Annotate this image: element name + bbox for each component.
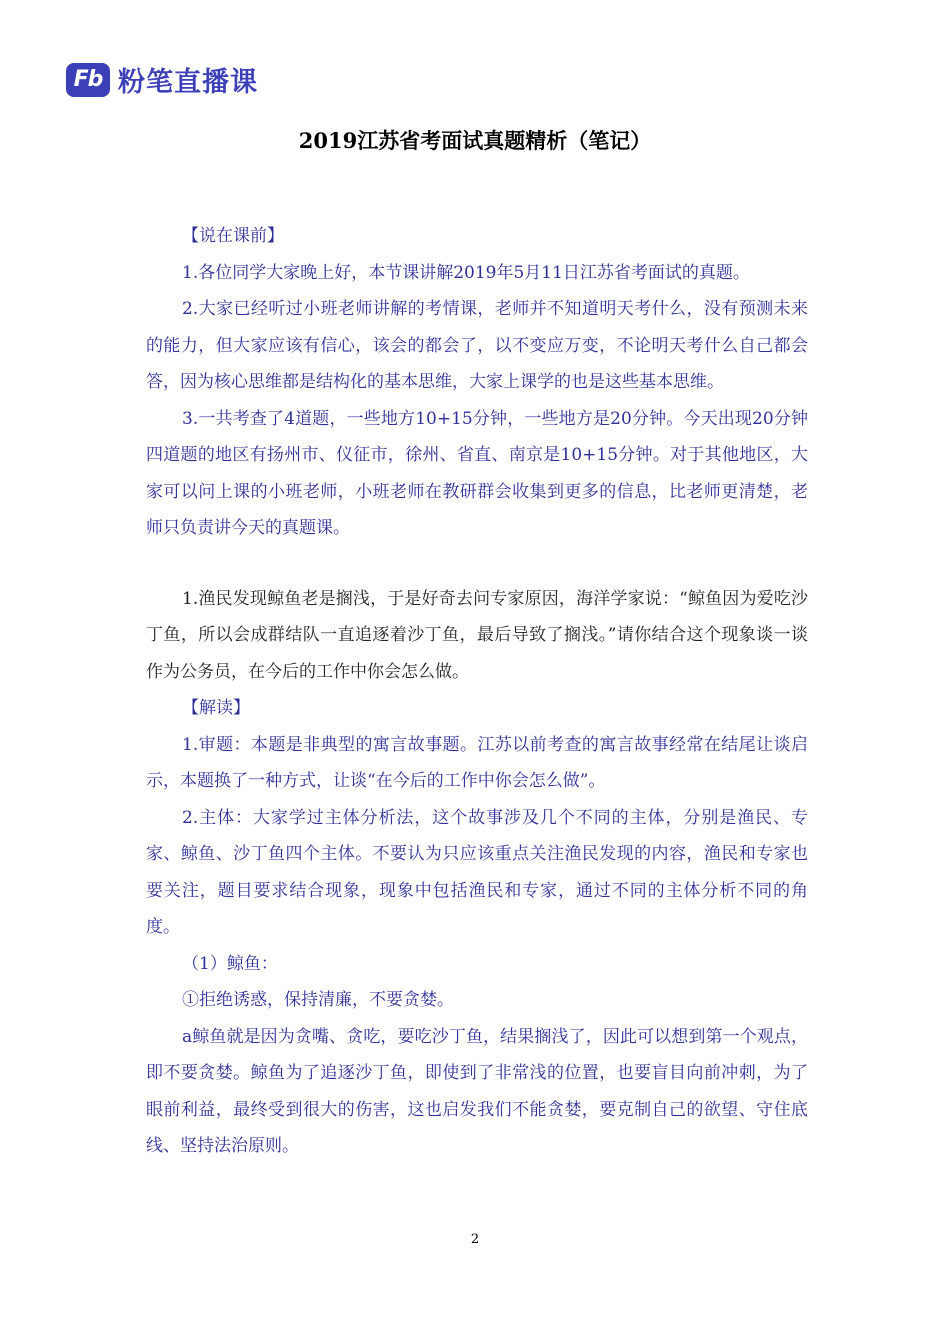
analysis-paragraph-1: 1.审题：本题是非典型的寓言故事题。江苏以前考查的寓言故事经常在结尾让谈启示，本题换了一种方式，让谈“在今后的工作中你会怎么做”。 [146,734,808,791]
analysis-subheading-whale: （1）鲸鱼： [182,953,278,974]
brand-logo [66,60,258,99]
analysis-point-1a: a鲸鱼就是因为贪嘴、贪吃，要吃沙丁鱼，结果搁浅了，因此可以想到第一个观点，即不要贪婪。鲸鱼为了追逐沙丁鱼，即使到了非常浅的位置，也要盲目向前冲刺，为了眼前利益，最终受到很大的伤害，这也启发我们不能贪婪，要克制自己的欲望、守住底线、坚持法治原则。 [146,1026,808,1156]
analysis-point-1: ①拒绝诱惑，保持清廉，不要贪婪。 [182,990,454,1010]
intro-paragraph-2: 2.大家已经听过小班老师讲解的考情课，老师并不知道明天考什么，没有预测未来的能力，但大家应该有信心，该会的都会了，以不变应万变，不论明天考什么自己都会答，因为核心思维都是结构化的基本思维，大家上课学的也是这些基本思维。 [146,299,808,392]
document-title: 2019江苏省考面试真题精析（笔记） [298,128,652,153]
fb-logo-icon: Fb [66,63,110,97]
intro-paragraph-1: 1.各位同学大家晚上好，本节课讲解2019年5月11日江苏省考面试的真题。 [182,262,750,283]
section-gap [146,547,808,581]
intro-paragraph-3: 3.一共考查了4道题，一些地方10+15分钟，一些地方是20分钟。今天出现20分钟四道题的地区有扬州市、仪征市，徐州、省直、南京是10+15分钟。对于其他地区，大家可以问上课的小班老师，小班老师在教研群会收集到更多的信息，比老师更清楚，老师只负责讲今天的真题课。 [146,408,808,538]
document-body [146,218,808,1165]
question-text: 1.渔民发现鲸鱼老是搁浅，于是好奇去问专家原因，海洋学家说：“鲸鱼因为爱吃沙丁鱼，所以会成群结队一直追逐着沙丁鱼，最后导致了搁浅。”请你结合这个现象谈一谈作为公务员，在今后的工作中你会怎么做。 [146,588,808,682]
analysis-paragraph-2: 2.主体：大家学过主体分析法，这个故事涉及几个不同的主体，分别是渔民、专家、鲸鱼、沙丁鱼四个主体。不要认为只应该重点关注渔民发现的内容，渔民和专家也要关注，题目要求结合现象，现象中包括渔民和专家，通过不同的主体分析不同的角度。 [146,807,808,937]
analysis-heading: 【解读】 [182,698,250,718]
page-number: 2 [470,1232,480,1247]
intro-heading: 【说在课前】 [182,226,284,246]
brand-name: 粉笔直播课 [118,67,258,98]
